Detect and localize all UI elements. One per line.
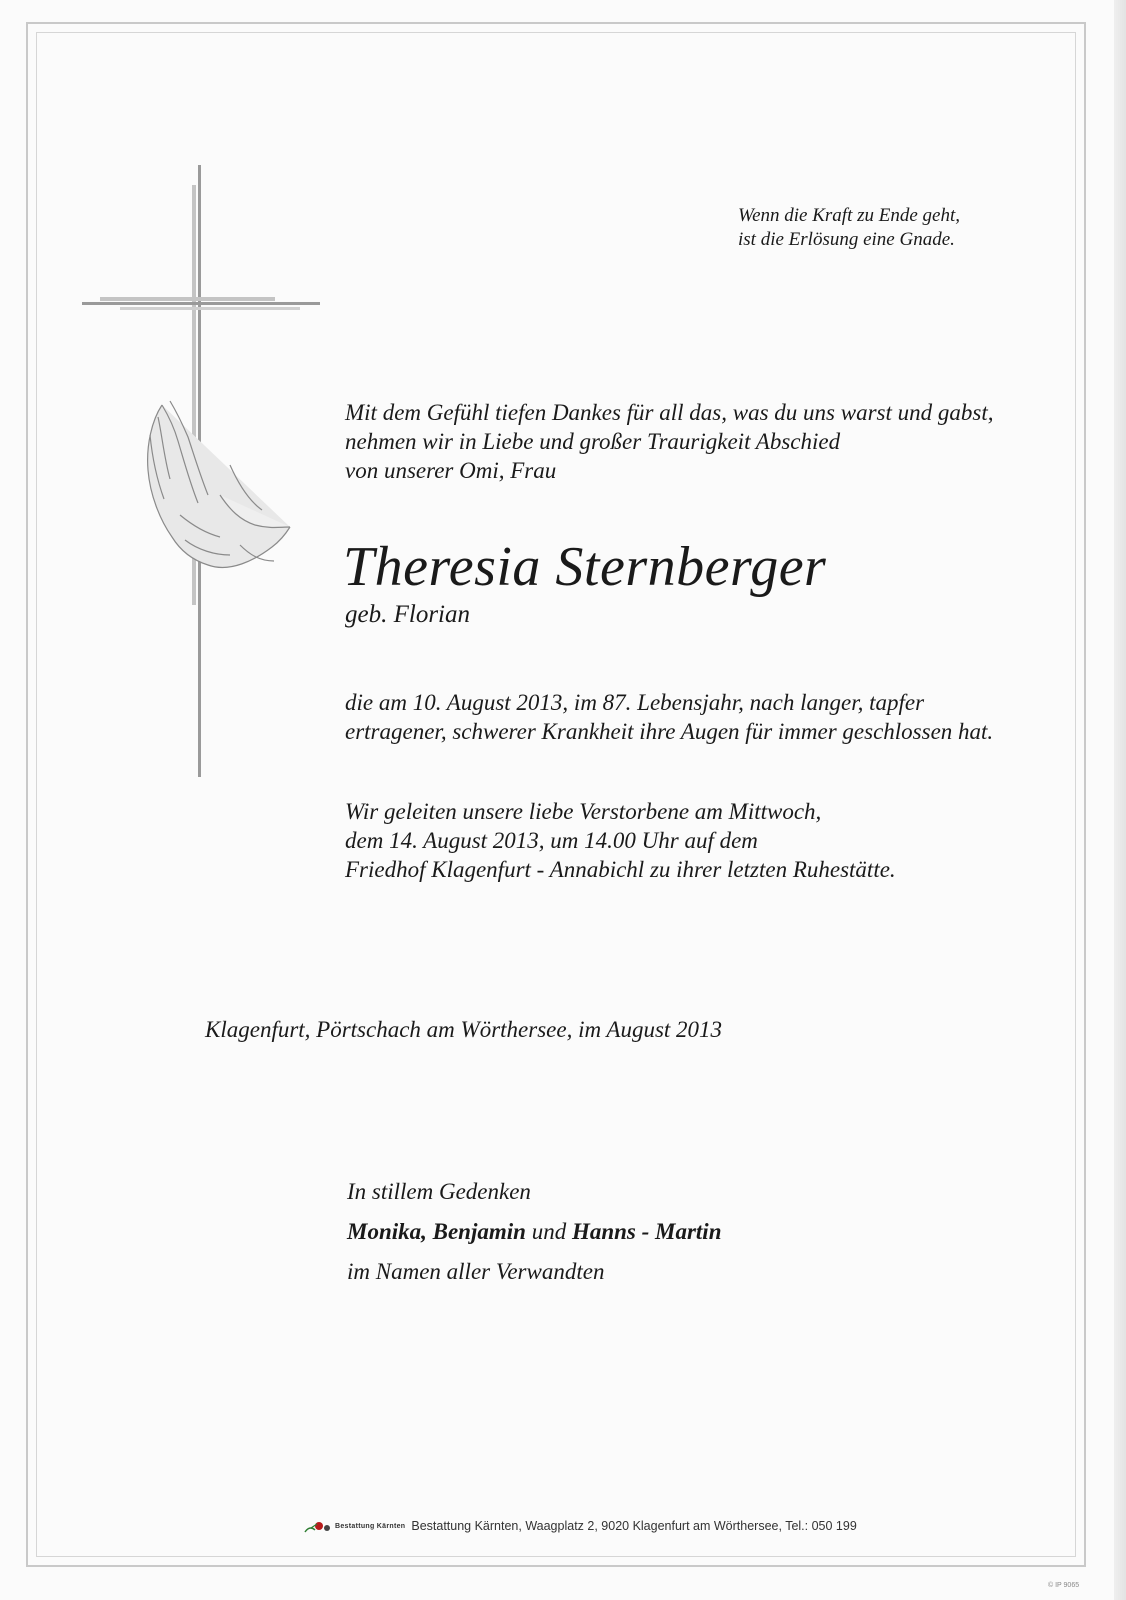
intro-paragraph [345,398,993,485]
deceased-name: Theresia Sternberger [343,536,827,598]
cross-horizontal-shadow [100,297,275,301]
funeral-paragraph [345,797,896,884]
intro-line: von unserer Omi, Frau [345,458,557,483]
page-edge [1114,0,1126,1600]
memorial-heading: In stillem Gedenken [347,1179,531,1204]
cross-with-praying-hands-icon [80,165,330,805]
maiden-name: geb. Florian [345,601,470,628]
mourner-conjunction: und [525,1219,572,1244]
funeral-home-logo [303,1518,405,1534]
memorial-block [347,1172,722,1292]
intro-line: Mit dem Gefühl tiefen Dankes für all das, was du uns warst und gabst, [345,400,994,425]
logo-text: Bestattung Kärnten [335,1522,406,1530]
funeral-line: Friedhof Klagenfurt - Annabichl zu ihrer letzten Ruhestätte. [345,857,896,882]
quote-line: Wenn die Kraft zu Ende geht, [738,205,960,226]
footer-address: Bestattung Kärnten, Waagplatz 2, 9020 Klagenfurt am Wörthersee, Tel.: 050 199 [411,1519,857,1533]
funeral-line: dem 14. August 2013, um 14.00 Uhr auf dem [345,828,758,853]
cross-horizontal-beam [82,302,320,305]
relatives-line: im Namen aller Verwandten [347,1259,605,1284]
mourner-names: Hanns - Martin [571,1219,722,1244]
mourner-names: Monika, Benjamin [347,1219,526,1244]
praying-hands-icon [148,401,290,567]
quote-line: ist die Erlösung eine Gnade. [738,229,955,250]
rose-logo-icon [303,1518,333,1534]
death-notice-line: die am 10. August 2013, im 87. Lebensjahr, nach langer, tapfer [345,690,925,715]
copyright-mark: © IP 9065 [1048,1582,1080,1589]
death-notice-paragraph [345,688,993,746]
epigraph-quote [738,204,960,252]
intro-line: nehmen wir in Liebe und großer Traurigkeit Abschied [345,429,841,454]
mourners-line [347,1212,722,1252]
place-and-date: Klagenfurt, Pörtschach am Wörthersee, im August 2013 [205,1017,723,1042]
funeral-home-footer [303,1518,857,1534]
death-notice-line: ertragener, schwerer Krankheit ihre Augen für immer geschlossen hat. [345,719,994,744]
funeral-line: Wir geleiten unsere liebe Verstorbene am Mittwoch, [345,799,822,824]
